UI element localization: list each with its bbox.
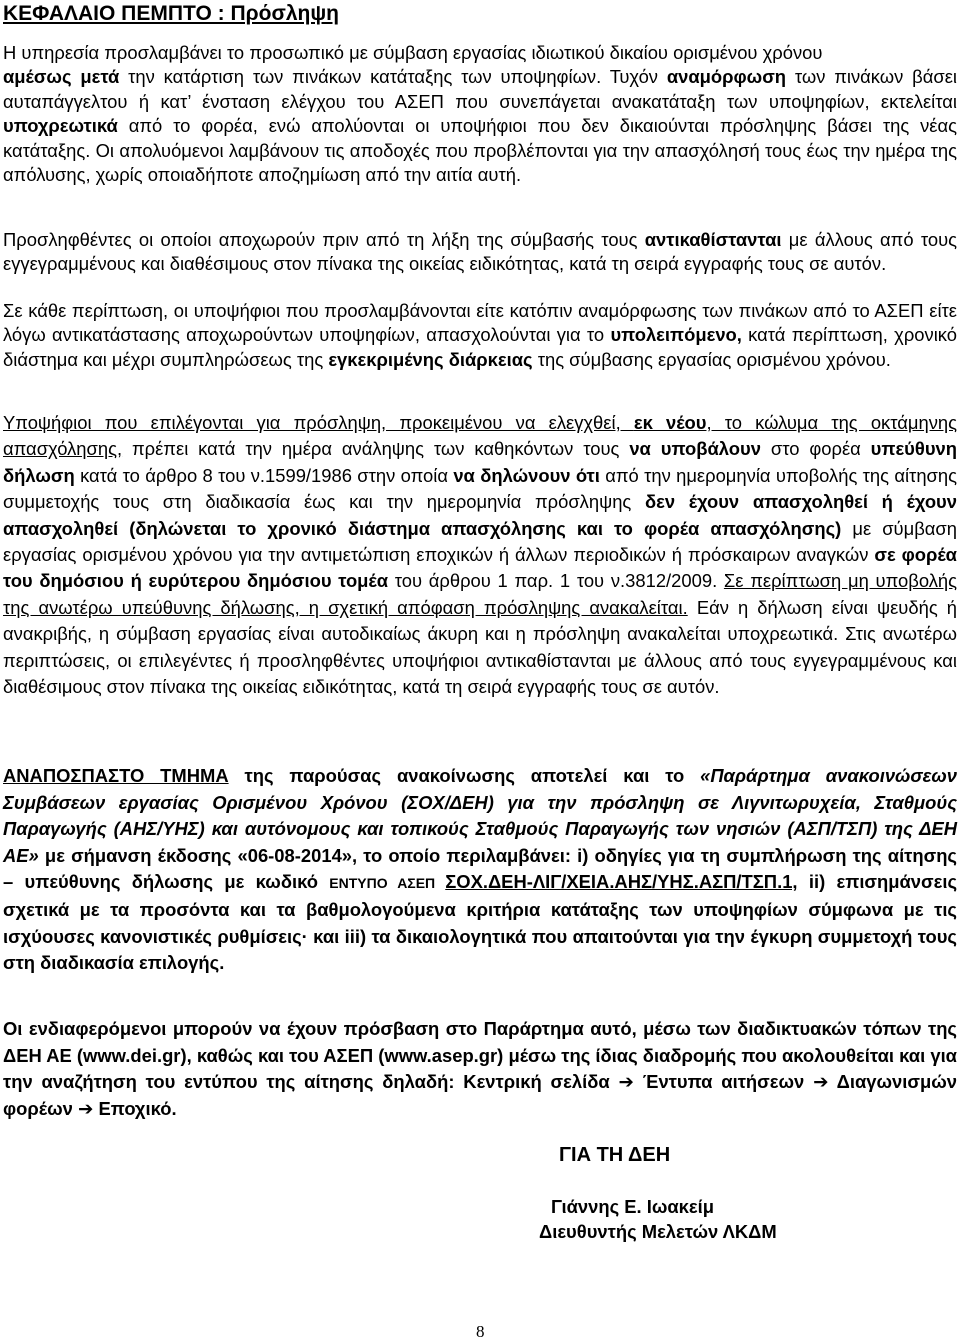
text: από την ημερομηνία υποβολής της αίτησης συμμετοχής τους στη διαδικασία έως και την ημερομηνία πρόσληψης: [3, 464, 957, 513]
emphasis: υπολειπόμενο,: [610, 324, 742, 346]
signature-org: ΓΙΑ ΤΗ ΔΕΗ: [559, 1144, 671, 1166]
text: πρέπει κατά την ημέρα ανάληψης των καθηκόντων τους: [122, 438, 630, 460]
underlined-text: Υποψήφιοι που επιλέγονται για πρόσληψη, προκειμένου να ελεγχθεί,: [3, 412, 634, 433]
chapter-heading: ΚΕΦΑΛΑΙΟ ΠΕΜΠΤΟ : Πρόσληψη: [3, 2, 339, 25]
paragraph-replacements: [3, 228, 957, 277]
paragraph-access-info: [3, 1016, 957, 1122]
page-number: 8: [476, 1322, 485, 1341]
emphasis: με σήμανση έκδοσης «06-08-2014», το οποίο περιλαμβάνει: i) οδηγίες για τη συμπλήρωση της αίτησης – υπεύθυνης δήλωσης με κωδικό: [3, 844, 957, 893]
underlined-text: , το κώλυμα της οκτάμηνης απασχόλησης,: [3, 412, 957, 460]
emphasis: να δηλώνουν ότι: [453, 464, 600, 486]
emphasis: σε φορέα του δημόσιου ή ευρύτερου δημόσιου τομέα: [3, 544, 957, 592]
annex-title: «Παράρτημα ανακοινώσεων Συμβάσεων εργασίας Ορισμένου Χρόνου (ΣΟΧ/ΔΕΗ) για την πρόσληψη σε Λιγνιτωρυχεία, Σταθμούς Παραγωγής (ΑΗΣ/ΥΗΣ) και αυτόνομους και τοπικούς Σταθμούς Παραγωγής των νησιών (ΑΣΠ/ΤΣΠ) της ΔΕΗ ΑΕ»: [3, 765, 957, 866]
text: Σε κάθε περίπτωση, οι υποψήφιοι που προσλαμβάνονται είτε κατόπιν αναμόρφωσης των πινάκων από το ΑΣΕΠ είτε λόγω αντικατάστασης αποχωρούντων υποψηφίων, απασχολούνται για το: [3, 300, 957, 346]
underlined-text: Σε περίπτωση μη υποβολής της ανωτέρω υπεύθυνης δήλωσης, η σχετική απόφαση πρόσληψης ανακαλείται.: [3, 570, 957, 618]
form-code: ΣΟΧ.ΔΕΗ-ΛΙΓ/ΧΕΙΑ.ΑΗΣ/ΥΗΣ.ΑΣΠ/ΤΣΠ.1,: [445, 871, 798, 893]
emphasis: της παρούσας ανακοίνωσης αποτελεί και το: [228, 765, 701, 786]
paragraph-annex: [3, 763, 957, 977]
text: της σύμβασης εργασίας ορισμένου χρόνου.: [532, 348, 891, 370]
emphasis: αναμόρφωση: [666, 66, 787, 88]
text: κατά περίπτωση, χρονικό διάστημα και μέχρι συμπληρώσεως της: [3, 324, 957, 370]
nav-step-forms: Έντυπα αιτήσεων: [642, 1071, 805, 1093]
text: Προσληφθέντες οι οποίοι αποχωρούν πριν από τη λήξη της σύμβασής τους: [3, 229, 645, 250]
nav-step-competitions: Διαγωνισμών φορέων: [3, 1071, 957, 1119]
nav-step-seasonal: Εποχικό.: [98, 1097, 177, 1119]
nav-step-home: Κεντρική σελίδα: [463, 1071, 610, 1093]
emphasis: υπεύθυνη δήλωση: [3, 438, 957, 486]
paragraph-solemn-declaration: [3, 410, 957, 700]
text: Οι ενδιαφερόμενοι μπορούν να έχουν πρόσβαση στο Παράρτημα αυτό, μέσω των διαδικτυακών τόπων της ΔΕΗ ΑΕ (www.dei.gr), καθώς και του ΑΣΕΠ (www.asep.gr) μέσω της ίδιας διαδρομής που ακολουθείται και για την αναζήτηση του εντύπου της αίτησης δηλαδή:: [3, 1018, 957, 1093]
text: Εάν η δήλωση είναι ψευδής ή ανακριβής, η σύμβαση εργασίας είναι αυτοδικαίως άκυρη και η πρόσληψη ανακαλείται υποχρεωτικά. Στις ανωτέρω περιπτώσεις, οι επιλεγέντες ή προσληφθέντες υποψήφιοι αντικαθίστανται με άλλους από τους εγγεγραμμένους και διαθέσιμους στον πίνακα της οικείας ειδικότητας, κατά τη σειρά εγγραφής τους σε αυτόν.: [3, 596, 958, 698]
text: στο φορέα: [760, 438, 871, 460]
signature-title: Διευθυντής Μελετών ΛΚΔΜ: [539, 1221, 777, 1242]
emphasis: δεν έχουν απασχοληθεί ή έχουν απασχοληθεί (δηλώνεται το χρονικό διάστημα απασχόλησης και το φορέα απασχόλησης): [3, 491, 957, 539]
arrow-right-icon: ➔: [77, 1097, 94, 1119]
emphasis: υποχρεωτικά: [3, 115, 118, 137]
emphasis: εγκεκριμένης διάρκειας: [328, 348, 533, 370]
text: Η υπηρεσία προσλαμβάνει το προσωπικό με σύμβαση εργασίας ιδιωτικού δικαίου ορισμένου χρόνου: [3, 42, 823, 63]
arrow-right-icon: ➔: [618, 1071, 634, 1093]
signature-name: Γιάννης Ε. Ιωακείμ: [551, 1196, 715, 1217]
form-label: ΕΝΤΥΠΟ ΑΣΕΠ: [329, 875, 446, 892]
emphasis: να υποβάλουν: [629, 438, 761, 460]
paragraph-remaining-duration: [3, 299, 957, 372]
emphasis: ii) επισημάνσεις σχετικά με τα προσόντα και τα βαθμολογούμενα κριτήρια κατάταξης των υποψηφίων σύμφωνα με τις ισχύουσες κανονιστικές ρυθμίσεις· και iii) τα δικαιολογητικά που απαιτούνται για την έγκυρη συμμετοχή τους στη διαδικασία επιλογής.: [3, 871, 958, 974]
text: με άλλους από τους εγγεγραμμένους και διαθέσιμους στον πίνακα της οικείας ειδικότητας, κατά τη σειρά εγγραφής τους σε αυτόν.: [3, 229, 957, 275]
emphasis: εκ νέου: [633, 412, 707, 433]
text: κατά το άρθρο 8 του ν.1599/1986 στην οποία: [74, 464, 454, 486]
text: των πινάκων βάσει αυταπάγγελτου ή κατ’ ένσταση ελέγχου του ΑΣΕΠ που συνεπάγεται ανακατάταξη των υποψηφίων, εκτελείται: [3, 66, 957, 112]
text: με σύμβαση εργασίας ορισμένου χρόνου για την αντιμετώπιση εποχικών ή άλλων περιοδικών ή πρόσκαιρων αναγκών: [3, 517, 958, 566]
underlined-emphasis: ΑΝΑΠΟΣΠΑΣΤΟ ΤΜΗΜΑ: [3, 765, 229, 786]
text: του άρθρου 1 παρ. 1 του ν.3812/2009.: [388, 570, 724, 592]
text: την κατάρτιση των πινάκων κατάταξης των υποψηφίων. Τυχόν: [119, 66, 667, 88]
arrow-right-icon: ➔: [813, 1071, 829, 1093]
paragraph-hiring-after-ranking: [3, 41, 957, 187]
emphasis: αμέσως μετά: [3, 66, 120, 88]
text: από το φορέα, ενώ απολύονται οι υποψήφιοι που δεν δικαιούνται πρόσληψης βάσει της νέας κατάταξης. Οι απολυόμενοι λαμβάνουν τις αποδοχές που προβλέπονται για την απασχόλησή τους έως την ημέρα της απόλυσης, χωρίς οποιαδήποτε αποζημίωση από την αιτία αυτή.: [3, 115, 957, 186]
emphasis: αντικαθίστανται: [644, 229, 782, 250]
